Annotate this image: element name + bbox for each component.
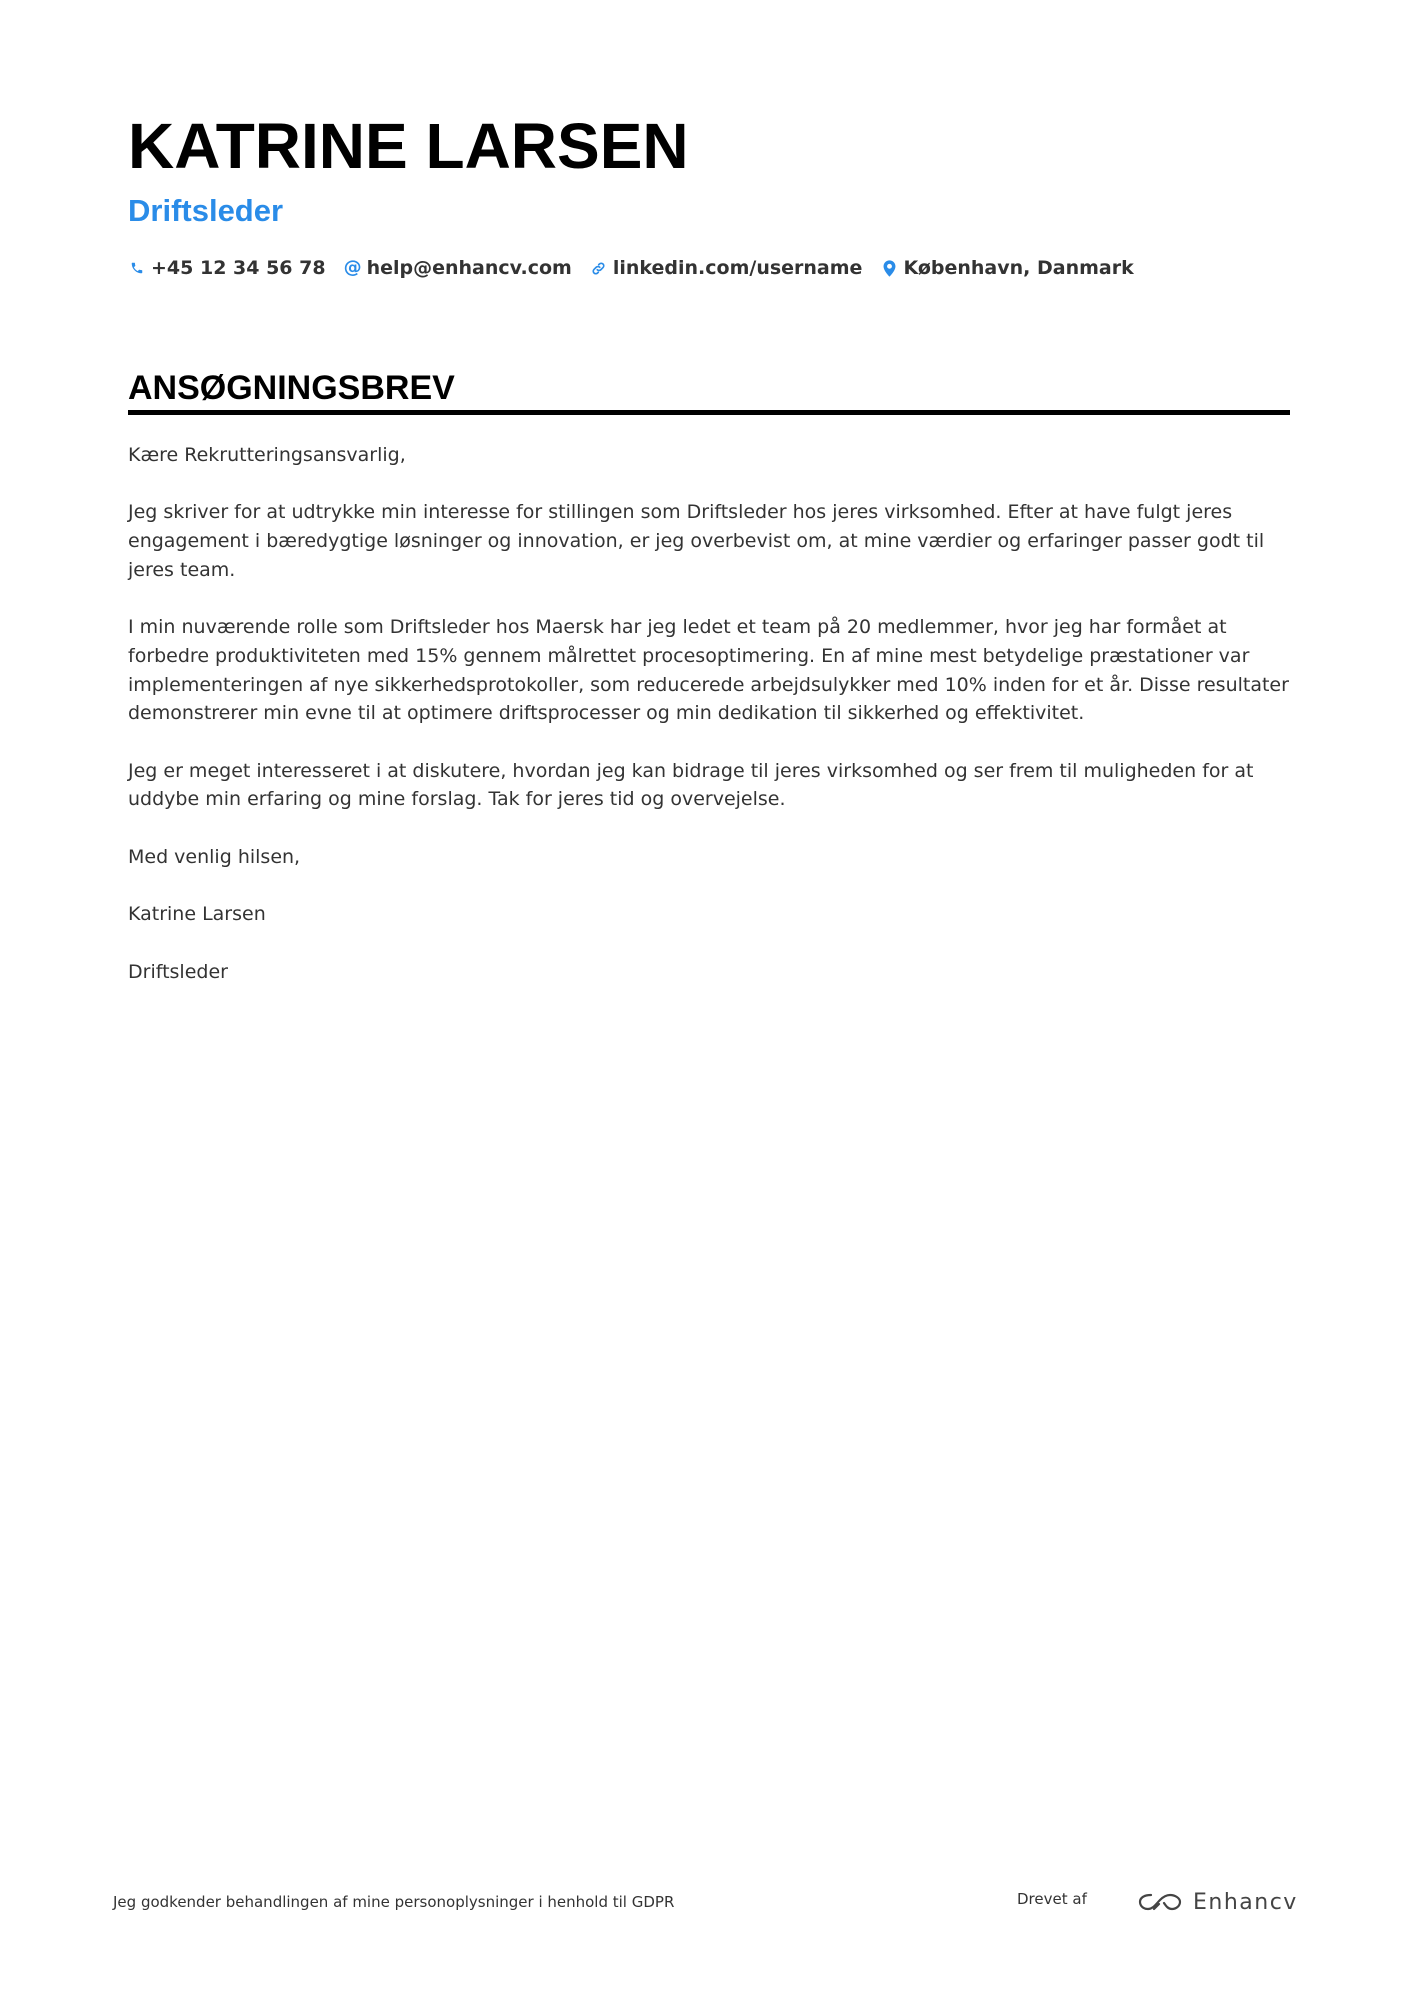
signature-name: Katrine Larsen (128, 903, 266, 926)
contact-phone (128, 257, 326, 279)
letter-closing: Med venlig hilsen, (128, 845, 301, 868)
job-title: Driftsleder (128, 193, 284, 228)
letter-body (128, 441, 1290, 1015)
letter-greeting: Kære Rekrutteringsansvarlig, (128, 444, 406, 466)
letter-paragraph: I min nuværende rolle som Driftsleder hos Maersk har jeg ledet et team på 20 medlemmer, hvor jeg har formået at forbedre produktiviteten med 15% gennem målrettet procesoptimering. En af mine mest betydelige præstationer var implementeringen af nye sikkerhedsprotokoller, som reducerede arbejdsulykker med 10% inden for et år. Disse resultater demonstrerer min evne til at optimere driftsprocesser og min dedikation til sikkerhed og effektivitet. (128, 616, 1289, 725)
enhancv-logo-icon (1137, 1890, 1183, 1914)
candidate-name: KATRINE LARSEN (128, 110, 689, 182)
linkedin-text: linkedin.com/username (612, 257, 863, 279)
gdpr-consent-text: Jeg godkender behandlingen af mine personoplysninger i henhold til GDPR (113, 1893, 675, 1911)
email-text: help@enhancv.com (366, 257, 572, 279)
letter-paragraph: Jeg er meget interesseret i at diskutere, hvordan jeg kan bidrage til jeres virksomhed og ser frem til muligheden for at uddybe min erfaring og mine forslag. Tak for jeres tid og overvejelse. (128, 759, 1254, 811)
phone-text: +45 12 34 56 78 (151, 257, 326, 279)
enhancv-brand[interactable] (1137, 1887, 1298, 1917)
section-divider (128, 410, 1290, 415)
location-text: København, Danmark (903, 257, 1134, 279)
section-title: ANSØGNINGSBREV (128, 369, 455, 407)
letter-paragraph: Jeg skriver for at udtrykke min interesse for stillingen som Driftsleder hos jeres virksomhed. Efter at have fulgt jeres engagement i bæredygtige løsninger og innovation, er jeg overbevist om, at mine værdier og erfaringer passer godt til jeres team. (128, 501, 1265, 581)
powered-by-label: Drevet af (1017, 1890, 1087, 1908)
signature-title: Driftsleder (128, 960, 228, 983)
enhancv-brand-name: Enhancv (1193, 1889, 1298, 1915)
contact-email (344, 257, 572, 279)
link-icon (590, 258, 608, 278)
contact-bar (128, 253, 1152, 283)
location-pin-icon (880, 258, 898, 278)
contact-location (880, 257, 1133, 279)
phone-icon (128, 258, 146, 278)
contact-linkedin (590, 257, 863, 279)
at-icon: @ (343, 257, 362, 278)
